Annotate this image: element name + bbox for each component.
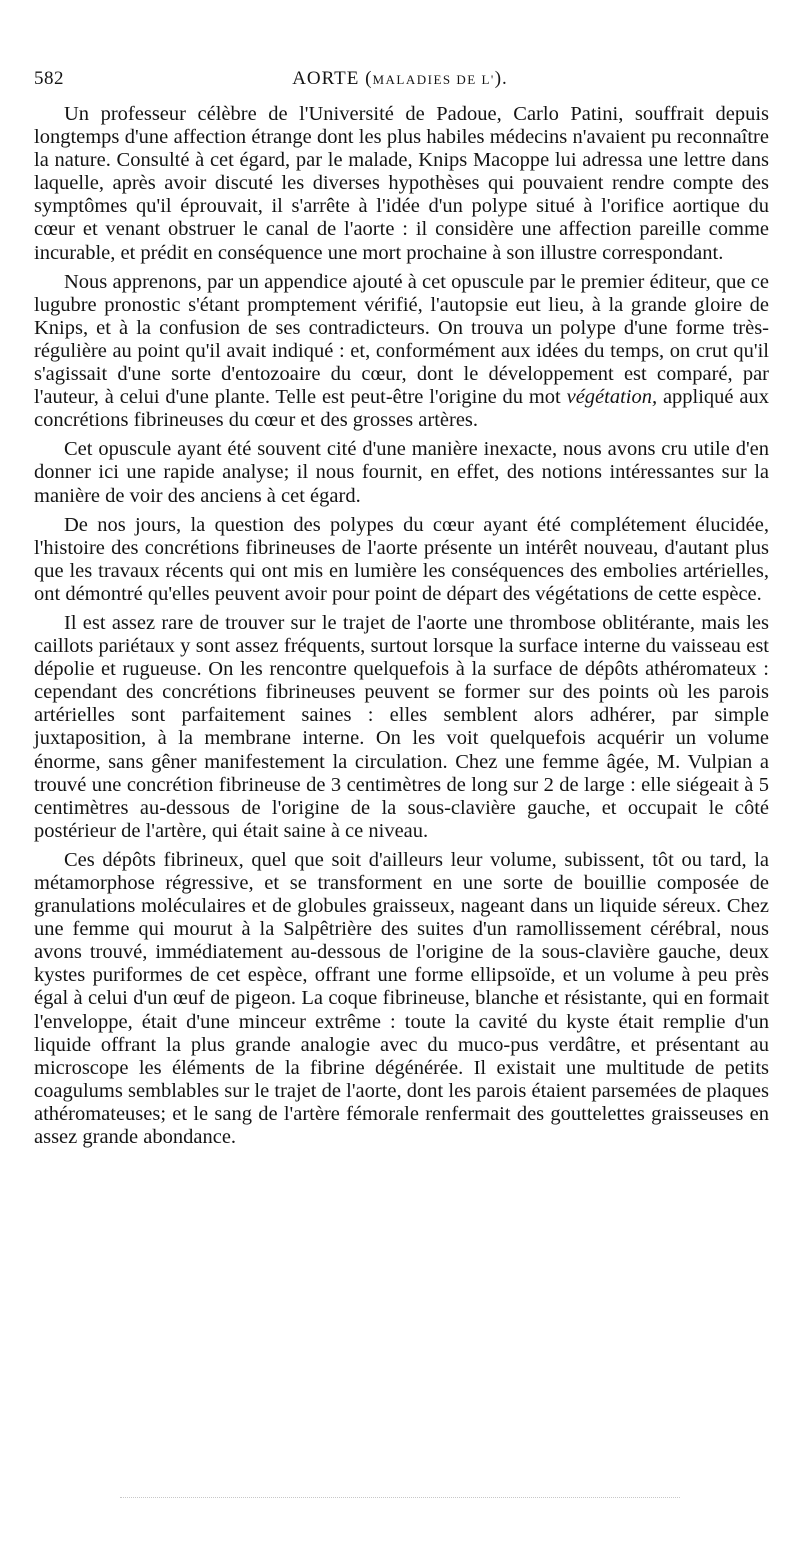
running-title-smallcaps: MALADIES DE L' xyxy=(372,72,495,87)
running-title-main: AORTE ( xyxy=(292,68,373,89)
paragraph-fibrinous-deposits: Ces dépôts fibrineux, quel que soit d'ailleurs leur volume, subissent, tôt ou tard, la métamorphose régressive, et se transforment en une sorte de bouillie composée de granulations moléculaires et de globules graisseux, nageant dans un liquide séreux. Chez une femme qui mourut à la Salpêtrière des suites d'un ramollissement cérébral, nous avons trouvé, immédiatement au-dessous de l'origine de la sous-clavière gauche, deux kystes puriformes de cet espèce, offrant une forme ellipsoïde, et un volume à peu près égal à celui d'un œuf de pigeon. La coque fibrineuse, blanche et résistante, qui en formait l'enveloppe, était d'une minceur extrême : toute la cavité du kyste était remplie d'un liquide offrant la plus grande analogie avec du muco-pus verdâtre, et présentant au microscope les éléments de la fibrine dégénérée. Il existait une multitude de petits coagulums semblables sur le trajet de l'aorte, dont les parois étaient parsemées de plaques athéromateuses; et le sang de l'artère fémorale renfermait des gouttelettes graisseuses en assez grande abondance. xyxy=(34,848,769,1149)
page-number: 582 xyxy=(34,68,64,89)
paragraph-autopsy-text-before: Nous apprenons, par un appendice ajouté à cet opuscule par le premier éditeur, que ce lugubre pronostic s'étant promptement vérifié, l'autopsie eut lieu, à la grande gloire de Knips, et à la confusion de ses contradicteurs. On trouva un polype d'une forme très-régulière au point qu'il avait indiqué : et, conformément aux idées du temps, on crut qu'il s'agissait d'une sorte d'entozoaire du cœur, dont le développement est comparé, par l'auteur, à celui d'une plante. Telle est peut-être l'origine du mot xyxy=(34,270,769,409)
vegetation-term: végétation, xyxy=(566,386,658,409)
paragraph-patini-case: Un professeur célèbre de l'Université de Padoue, Carlo Patini, souffrait depuis longtemps d'une affection étrange dont les plus habiles médecins n'avaient pu reconnaître la nature. Consulté à cet égard, par le malade, Knips Macoppe lui adressa une lettre dans laquelle, après avoir discuté les diverses hypothèses qui pouvaient rendre compte des symptômes qu'il éprouvait, il s'arrête à l'idée d'un polype situé à l'orifice aortique du cœur et venant obstruer le canal de l'aorte : il considère une affection pareille comme incurable, et prédit en conséquence une mort prochaine à son illustre correspondant. xyxy=(34,103,769,264)
paragraph-modern-interest: De nos jours, la question des polypes du cœur ayant été complétement élucidée, l'histoire des concrétions fibrineuses de l'aorte présente un intérêt nouveau, d'autant plus que les travaux récents qui ont mis en lumière les conséquences des embolies artérielles, ont démontré qu'elles peuvent avoir pour point de départ des végétations de cette espèce. xyxy=(34,513,769,605)
running-header xyxy=(34,66,766,92)
running-title xyxy=(34,66,766,93)
paragraph-autopsy-text-after: appliqué aux concrétions fibrineuses du cœur et des grosses artères. xyxy=(34,386,769,432)
paragraph-opuscule-analysis: Cet opuscule ayant été souvent cité d'une manière inexacte, nous avons cru utile d'en donner ici une rapide analyse; il nous fournit, en effet, des notions intéressantes sur la manière de voir des anciens à cet égard. xyxy=(34,438,769,507)
body-text xyxy=(34,103,769,1155)
bleed-through-divider xyxy=(120,1497,680,1498)
paragraph-autopsy-vegetation xyxy=(34,271,769,433)
paragraph-parietal-clots: Il est assez rare de trouver sur le trajet de l'aorte une thrombose oblitérante, mais les caillots pariétaux y sont assez fréquents, surtout lorsque la surface interne du vaisseau est dépolie et rugueuse. On les rencontre quelquefois à la surface de dépôts athéromateux : cependant des concrétions fibrineuses peuvent se former sur des points où les parois artérielles sont parfaitement saines : elles semblent alors adhérer, par simple juxtaposition, à la membrane interne. On les voit quelquefois acquérir un volume énorme, sans gêner manifestement la circulation. Chez une femme âgée, M. Vulpian a trouvé une concrétion fibrineuse de 3 centimètres de long sur 2 de large : elle siégeait à 5 centimètres au-dessous de l'origine de la sous-clavière gauche, et occupait le côté postérieur de l'artère, qui était saine à ce niveau. xyxy=(34,611,769,842)
running-title-close: ). xyxy=(494,68,508,89)
